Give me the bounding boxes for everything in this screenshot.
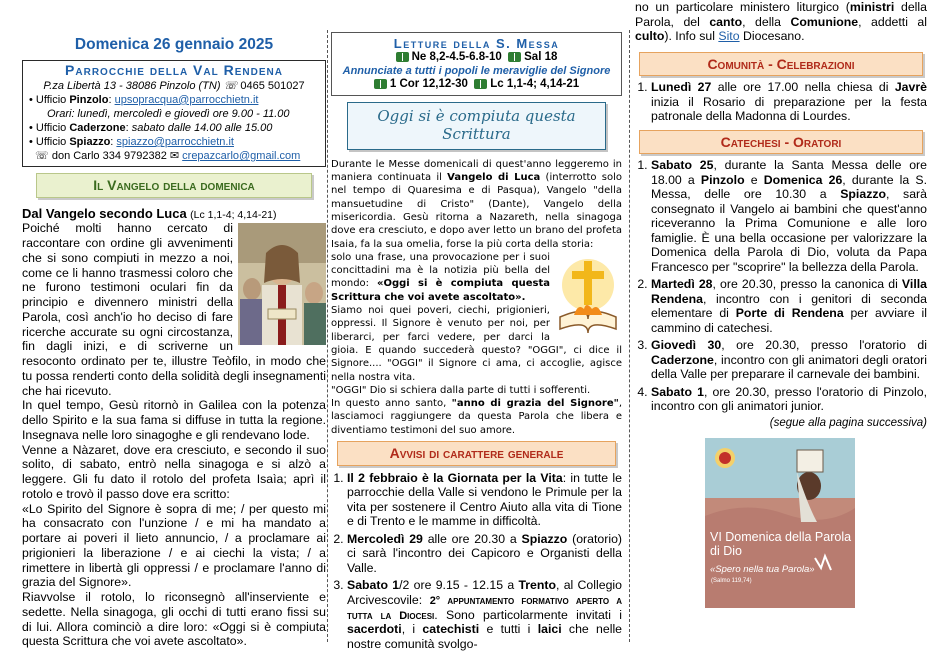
email-link[interactable]: spiazzo@parrocchietn.it [116, 135, 234, 148]
page-date: Domenica 26 gennaio 2025 [74, 36, 274, 53]
homily-comment: Durante le Messe domenicali di quest'anno leggeremo in maniera continuata il Vangelo di Luca (interrotto solo nel tempo di Quaresima e di Pasqua), Vangelo "della mansuetudine di Cristo" (Dante), Vangelo della misericordia. Gesù ritorna a Nazareth, nella sinagoga dove era cresciuto, e dopo aver letto un brano del profeta Isaia, fa la sua omelia, forse la più corta della storia: solo una frase, una provocazione per i suoi concittadini ma è la notizia più bella del mondo: «Oggi si è compiuta questa Scrittura che voi avete ascoltato». Siamo noi quei poveri, ciechi, prigionieri, oppressi. Il Signore è venuto per noi, per liberarci, per farci vedere, per darci la gioia. E quando succederà questo? "OGGI", ci dice il Signore.... "OGGI" il Signore ci ama, ci accoglie, agisce nella nostra vita. "OGGI" Dio si schiera dalla parte di tutti i sofferenti. In questo anno santo, "anno di grazia del Signore", lasciamoci raggiungere da questa Parola che libera e diventiamo testimoni del suo amore. [331, 158, 623, 436]
readings-antiphon: Annunciate a tutti i popoli le meraviglie del Signore [342, 64, 611, 77]
book-icon [396, 52, 409, 62]
column-left [22, 0, 326, 672]
mail-icon: ✉ [169, 150, 180, 163]
continued-note: (segue alla pagina successiva) [769, 416, 927, 429]
book-icon [474, 79, 487, 89]
list-item: 1. Il 2 febbraio è la Giornata per la Vita: in tutte le parrocchie della Valle si vendono le Primule per la vita per sostenere il Centro Aiuto alla vita di Tione e di Trento e le mamme in difficoltà. [347, 471, 622, 529]
list-item: 1. Sabato 25, durante la Santa Messa delle ore 18.00 a Pinzolo e Domenica 26, durante la S. Messa, delle ore 10.30 a Spiazzo, sarà consegnato il Vangelo ai bambini che quest'anno riceveranno la Prima Comunione e alle loro famiglie. È una bella occasione per valorizzare la Domenica della Parola di Dio, voluta da Papa Francesco per "scoprire" la bellezza della Parola. [651, 158, 927, 274]
poster-ref: (Salmo 119,74) [711, 578, 752, 585]
avvisi-continuation: no un particolare ministero liturgico (ministri della Parola, del canto, della Comunione, addetti al culto). Info sul Sito Diocesano. [635, 0, 927, 43]
email-link[interactable]: upsopracqua@parrocchietn.it [114, 93, 259, 106]
column-middle [331, 0, 622, 672]
priest-contact: ☏ don Carlo 334 9792382 ✉ crepazcarlo@gmail.com [35, 150, 301, 163]
parish-box [22, 60, 326, 167]
section-header-vangelo: Il Vangelo della domenica [36, 173, 312, 198]
section-header-oggi: Oggi si è compiuta questa Scrittura [347, 102, 606, 149]
phone-icon: ☏ [35, 150, 49, 163]
phone-icon: ☏ [223, 79, 238, 92]
poster-title: VI Domenica della Parola di Dio [710, 530, 852, 559]
bible-cross-image [554, 257, 622, 337]
office-pinzolo: • Ufficio Pinzolo: upsopracqua@parrocchietn.it [29, 93, 259, 106]
list-item: 1. Lunedì 27 alle ore 17.00 nella chiesa di Javrè inizia il Rosario di preparazione per la festa patronale della Madonna di Lourdes. [651, 80, 927, 124]
diocese-site-link[interactable]: Sito [718, 29, 740, 43]
gospel-text: Dal Vangelo secondo Luca (Lc 1,1-4; 4,14-21) Poiché molti hanno cercato di raccontare con ordine gli avvenimenti che si sono compiuti in mezzo a noi, come ce li hanno trasmessi coloro che ne furono testimoni oculari fin da principio e divennero ministri della Parola, così anch'io ho deciso di fare ricerche accurate su ogni circostanza, fin dagli inizi, e di scriverne un resoconto ordinato per te, illustre Teòfilo, in modo che tu possa renderti conto della solidità degli insegnamenti che hai ricevuto. In quel tempo, Gesù ritornò in Galilea con la potenza dello Spirito e la sua fama si diffuse in tutta la regione. Insegnava nelle loro sinagoghe e gli rendevano lode. Venne a Nàzaret, dove era cresciuto, e secondo il suo solito, di sabato, entrò nella sinagoga e si alzò a leggere. Gli fu dato il rotolo del profeta Isaìa; aprì il rotolo e trovò il passo dove era scritto: «Lo Spirito del Signore è sopra di me; / per questo mi ha consacrato con l'unzione / e mi ha mandato a portare ai poveri il lieto annuncio, / a proclamare ai prigionieri la liberazione / e ai ciechi la vista; / a rimettere in libertà gli oppressi / e proclamare l'anno di grazia del Signore». Riavvolse il rotolo, lo riconsegnò all'inserviente e sedette. Nella sinagoga, gli occhi di tutti erano fissi su di lui. Allora cominciò a dire loro: «Oggi si è compiuta questa Scrittura che voi avete ascoltato». [22, 205, 326, 649]
parola-di-dio-poster [705, 438, 855, 608]
parish-address: P.za Libertà 13 - 38086 Pinzolo (TN) ☏ 0465 501027 [43, 79, 305, 92]
list-item: 3. Giovedì 30, ore 20.30, presso l'oratorio di Caderzone, incontro con gli animatori degli oratori della Valle per preparare il carnevale dei bambini. [651, 338, 927, 382]
gospel-title: Dal Vangelo secondo Luca [22, 205, 187, 221]
readings-title: Letture della S. Messa [393, 36, 560, 51]
list-item: 2. Mercoledì 29 alle ore 20.30 a Spiazzo (oratorio) ci sarà l'incontro dei Capicoro e Organisti della Valle. [347, 532, 622, 576]
book-icon [508, 52, 521, 62]
list-item: 4. Sabato 1, ore 20.30, presso l'oratorio di Pinzolo, incontro con gli animatori junior. [651, 385, 927, 414]
readings-box: Letture della S. Messa Ne 8,2-4.5-6.8-10 Sal 18 Annunciate a tutti i popoli le meraviglie del Signore 1 Cor 12,12-30 Lc 1,1-4; 4,14-21 [331, 32, 622, 96]
catechesi-list [635, 158, 927, 414]
list-item: 3. Sabato 1/2 ore 9.15 - 12.15 a Trento, al Collegio Arcivescovile: 2° appuntamento formativo aperto a tutta la Diocesi. Sono particolarmente invitati i sacerdoti, i catechisti e tutti i laici che nelle nostre comunità svolgo- [347, 578, 622, 651]
jesus-synagogue-image [238, 223, 326, 345]
office-caderzone: • Ufficio Caderzone: sabato dalle 14.00 alle 15.00 [29, 121, 273, 134]
office-hours: Orari: lunedì, mercoledì e giovedì ore 9.00 - 11.00 [47, 107, 290, 120]
list-item: 2. Martedì 28, ore 20.30, presso la canonica di Villa Rendena, incontro con i genitori di seconda elementare di Porte di Rendena per avviare il cammino di catechesi. [651, 277, 927, 335]
office-spiazzo: • Ufficio Spiazzo: spiazzo@parrocchietn.it [29, 135, 234, 148]
column-right [635, 0, 927, 672]
column-divider [629, 30, 630, 642]
section-header-catechesi: Catechesi - Oratori [639, 130, 923, 155]
section-header-avvisi: Avvisi di carattere generale [337, 441, 616, 466]
avvisi-list [331, 471, 622, 652]
poster-motto: «Spero nella tua Parola» [710, 564, 815, 576]
book-icon [374, 79, 387, 89]
column-divider [327, 30, 328, 642]
section-header-comunita: Comunità - Celebrazioni [639, 52, 923, 77]
email-link[interactable]: crepazcarlo@gmail.com [182, 150, 301, 163]
parish-name: Parrocchie della Val Rendena [65, 62, 283, 79]
comunita-list [635, 80, 927, 124]
